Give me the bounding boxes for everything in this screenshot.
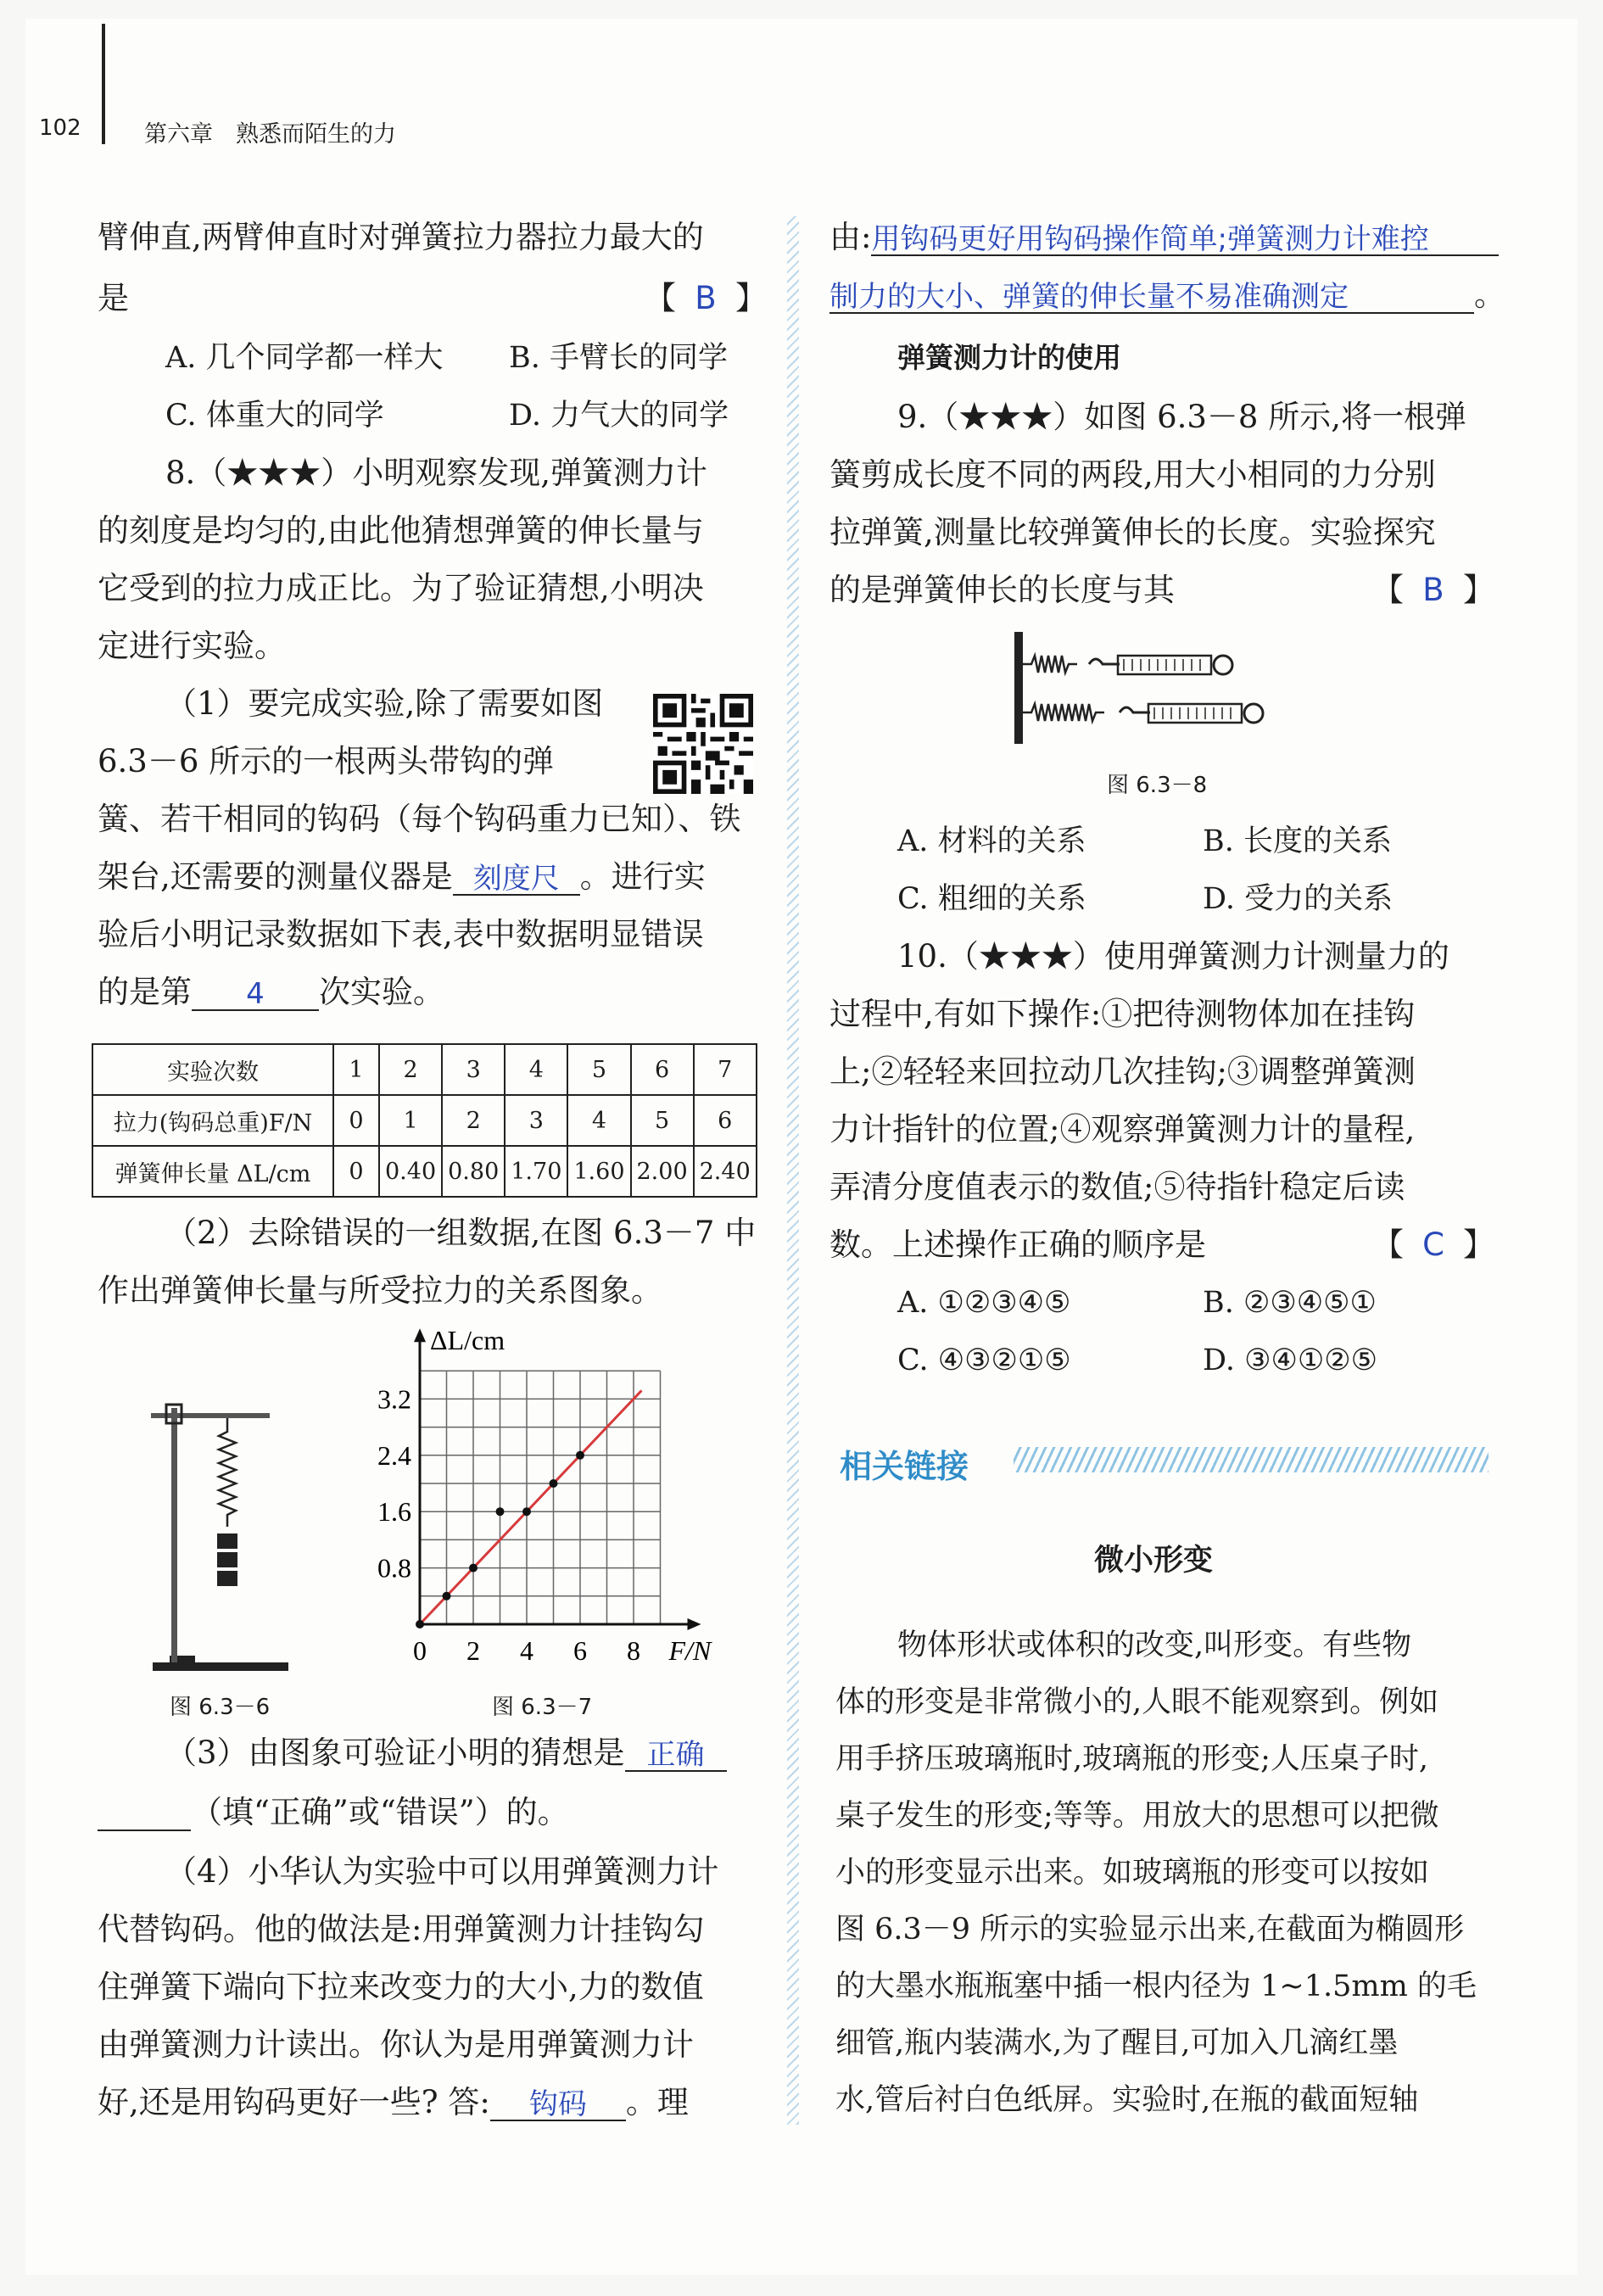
answer-blank-instrument[interactable]: 刻度尺 [453, 860, 580, 896]
answer-blank-reason[interactable]: 用钩码更好用钩码操作简单;弹簧测力计难控 [871, 221, 1499, 256]
q8-p3-text: （填“正确”或“错误”）的。 [191, 1794, 569, 1830]
q10-option-a: A. ①②③④⑤ [897, 1286, 1071, 1320]
article-line: 小的形变显示出来。如玻璃瓶的形变可以按如 [835, 1856, 1430, 1890]
table-cell: 3 [505, 1095, 567, 1146]
q7-option-c: C. 体重大的同学 [165, 399, 384, 433]
table-cell: 3 [442, 1044, 505, 1095]
q8-p1-line: （1）要完成实验,除了需要如图 [165, 685, 604, 722]
q8-reason-text: 由: [829, 219, 872, 255]
article-title: 微小形变 [1094, 1544, 1214, 1578]
q9-line: 簧剪成长度不同的两段,用大小相同的力分别 [829, 456, 1436, 493]
article-line: 水,管后衬白色纸屏。实验时,在瓶的截面短轴 [835, 2083, 1419, 2117]
y-tick-label: 0.8 [377, 1552, 411, 1584]
q7-option-a: A. 几个同学都一样大 [165, 341, 444, 375]
q9-option-c: C. 粗细的关系 [897, 882, 1086, 916]
q9-answer-bracket: 【 B 】 [1372, 572, 1494, 608]
table-cell: 6 [694, 1095, 757, 1146]
q8-reason-line [829, 277, 1505, 314]
chart-6-3-7 [356, 1325, 721, 1688]
answer-blank-reason-cont[interactable]: 制力的大小、弹簧的伸长量不易准确测定 [829, 278, 1474, 314]
q7-text-line: 是 [98, 280, 129, 316]
q8-p4-line [98, 2084, 689, 2121]
table-cell: 2.00 [631, 1146, 694, 1197]
table-cell: 2 [442, 1095, 505, 1146]
q8-line: 定进行实验。 [98, 628, 286, 664]
q10-line: 力计指针的位置;④观察弹簧测力计的量程, [829, 1111, 1416, 1148]
qr-code-icon [653, 694, 753, 794]
data-point [576, 1451, 584, 1460]
q10-answer: C [1422, 1226, 1444, 1263]
x-axis-arrow [688, 1618, 701, 1630]
q9-option-d: D. 受力的关系 [1203, 882, 1394, 916]
q9-line: 9.（★★★）如图 6.3－8 所示,将一根弹 [897, 399, 1466, 435]
q8-p3-text: （3）由图象可验证小明的猜想是 [165, 1735, 625, 1771]
article-line: 的大墨水瓶瓶塞中插一根内径为 1~1.5mm 的毛 [835, 1969, 1477, 2003]
q8-p1-line: 簧、若干相同的钩码（每个钩码重力已知）、铁 [98, 801, 741, 837]
table-cell: 4 [567, 1095, 630, 1146]
q9-line: 拉弹簧,测量比较弹簧伸长的长度。实验探究 [829, 514, 1436, 550]
y-tick-label: 3.2 [377, 1383, 411, 1415]
q8-p3-line [98, 1794, 569, 1831]
q9-option-a: A. 材料的关系 [897, 824, 1086, 858]
answer-blank-underline [98, 1796, 191, 1831]
q8-reason-text: 。 [1474, 277, 1505, 313]
answer-blank-better[interactable]: 钩码 [490, 2086, 626, 2121]
x-tick-label: 2 [466, 1635, 480, 1666]
q10-line: 数。上述操作正确的顺序是 [829, 1226, 1206, 1263]
q7-text-line: 臂伸直,两臂伸直时对弹簧拉力器拉力最大的 [98, 219, 704, 255]
fit-line [420, 1390, 641, 1624]
article-line: 用手挤压玻璃瓶时,玻璃瓶的形变;人压桌子时, [835, 1742, 1429, 1776]
table-cell: 0.40 [379, 1146, 442, 1197]
q8-p1-text: 架台,还需要的测量仪器是 [98, 858, 453, 895]
table-cell: 0 [333, 1146, 379, 1197]
table-row [92, 1146, 757, 1197]
answer-blank-wrong-trial[interactable]: 4 [192, 975, 319, 1011]
q8-p1-text: 。进行实 [579, 858, 706, 895]
article-line: 物体形状或体积的改变,叫形变。有些物 [897, 1628, 1412, 1662]
table-row [92, 1044, 757, 1095]
figure-caption: 图 6.3－8 [1107, 773, 1208, 798]
q7-answer-bracket: 【 B 】 [645, 280, 767, 316]
article-line: 细管,瓶内装满水,为了醒目,可加入几滴红墨 [835, 2026, 1399, 2060]
data-table [92, 1043, 757, 1198]
q10-answer-bracket: 【 C 】 [1372, 1226, 1494, 1263]
table-cell: 1.70 [505, 1146, 567, 1197]
data-point [469, 1564, 478, 1573]
q8-line: 的刻度是均匀的,由此他猜想弹簧的伸长量与 [98, 512, 704, 549]
q8-reason-line [829, 219, 1499, 256]
q8-line: 它受到的拉力成正比。为了验证猜想,小明决 [98, 570, 704, 606]
q8-p4-text: 。理 [625, 2084, 689, 2120]
q10-line: 过程中,有如下操作:①把待测物体加在挂钩 [829, 996, 1416, 1032]
q8-line: 8.（★★★）小明观察发现,弹簧测力计 [165, 455, 708, 491]
chapter-title: 第六章 熟悉而陌生的力 [144, 121, 396, 148]
x-axis-label: F/N [668, 1635, 712, 1666]
table-row [92, 1095, 757, 1146]
x-tick-label: 6 [573, 1635, 587, 1666]
table-cell: 1 [379, 1095, 442, 1146]
two-springs-figure [1009, 632, 1306, 751]
q9-answer: B [1422, 572, 1444, 608]
q8-p2-line: （2）去除错误的一组数据,在图 6.3－7 中 [165, 1215, 757, 1251]
y-tick-label: 2.4 [377, 1439, 411, 1471]
heading-hatch-decoration [1014, 1447, 1488, 1472]
table-cell: 7 [694, 1044, 757, 1095]
table-cell: 0.80 [442, 1146, 505, 1197]
table-cell: 6 [631, 1044, 694, 1095]
table-cell: 实验次数 [92, 1044, 333, 1095]
q10-option-d: D. ③④①②⑤ [1203, 1344, 1377, 1377]
data-point [443, 1592, 451, 1600]
figure-caption: 图 6.3－7 [492, 1695, 593, 1720]
q8-p4-line: （4）小华认为实验中可以用弹簧测力计 [165, 1853, 719, 1890]
q8-p4-text: 好,还是用钩码更好一些? 答: [98, 2084, 490, 2120]
x-tick-label: 8 [627, 1635, 640, 1666]
q10-option-c: C. ④③②①⑤ [897, 1344, 1071, 1377]
q8-p3-line [165, 1735, 727, 1772]
table-cell: 弹簧伸长量 ΔL/cm [92, 1146, 333, 1197]
data-point [416, 1620, 424, 1628]
y-tick-label: 1.6 [377, 1496, 411, 1528]
table-cell: 拉力(钩码总重)F/N [92, 1095, 333, 1146]
spring-stand-figure [136, 1391, 305, 1679]
table-cell: 1 [333, 1044, 379, 1095]
q10-line: 10.（★★★）使用弹簧测力计测量力的 [897, 938, 1449, 975]
q7-answer: B [695, 280, 717, 316]
table-cell: 2.40 [694, 1146, 757, 1197]
q8-p1-line: 验后小明记录数据如下表,表中数据明显错误 [98, 916, 704, 952]
section-heading: 弹簧测力计的使用 [897, 341, 1121, 374]
x-tick-label: 4 [520, 1635, 533, 1666]
table-cell: 0 [333, 1095, 379, 1146]
table-cell: 5 [631, 1095, 694, 1146]
table-cell: 1.60 [567, 1146, 630, 1197]
table-cell: 2 [379, 1044, 442, 1095]
header-rule [102, 24, 105, 144]
q8-p1-text: 的是第 [98, 974, 192, 1010]
q8-p4-line: 住弹簧下端向下拉来改变力的大小,力的数值 [98, 1969, 704, 2005]
related-links-heading: 相关链接 [840, 1448, 969, 1485]
q8-p1-line: 6.3－6 所示的一根两头带钩的弹 [98, 743, 555, 779]
page-number: 102 [39, 115, 81, 141]
table-cell: 5 [567, 1044, 630, 1095]
q7-option-b: B. 手臂长的同学 [509, 341, 728, 375]
x-tick-label: 0 [413, 1635, 427, 1666]
q8-p4-line: 由弹簧测力计读出。你认为是用弹簧测力计 [98, 2026, 694, 2063]
q8-p2-line: 作出弹簧伸长量与所受拉力的关系图象。 [98, 1272, 662, 1309]
q8-p1-line [98, 974, 444, 1011]
q9-option-b: B. 长度的关系 [1203, 824, 1392, 858]
data-point [550, 1479, 558, 1488]
q7-option-d: D. 力气大的同学 [509, 399, 729, 433]
q10-line: 上;②轻轻来回拉动几次挂钩;③调整弹簧测 [829, 1053, 1416, 1090]
q10-option-b: B. ②③④⑤① [1203, 1286, 1377, 1320]
article-line: 体的形变是非常微小的,人眼不能观察到。例如 [835, 1685, 1439, 1719]
article-line: 桌子发生的形变;等等。用放大的思想可以把微 [835, 1799, 1439, 1833]
data-point [496, 1507, 505, 1516]
y-axis-label: ΔL/cm [430, 1325, 505, 1356]
data-point [522, 1507, 531, 1516]
table-cell: 4 [505, 1044, 567, 1095]
q8-p4-line: 代替钩码。他的做法是:用弹簧测力计挂钩勾 [98, 1911, 705, 1947]
q10-line: 弄清分度值表示的数值;⑤待指针稳定后读 [829, 1169, 1405, 1205]
answer-blank-guess[interactable]: 正确 [625, 1736, 727, 1772]
article-line: 图 6.3－9 所示的实验显示出来,在截面为椭圆形 [835, 1913, 1465, 1947]
q8-p1-text: 次实验。 [319, 974, 444, 1010]
q9-line: 的是弹簧伸长的长度与其 [829, 572, 1175, 608]
column-divider [787, 216, 799, 2125]
figure-caption: 图 6.3－6 [170, 1695, 271, 1720]
q8-p1-line [98, 858, 706, 896]
